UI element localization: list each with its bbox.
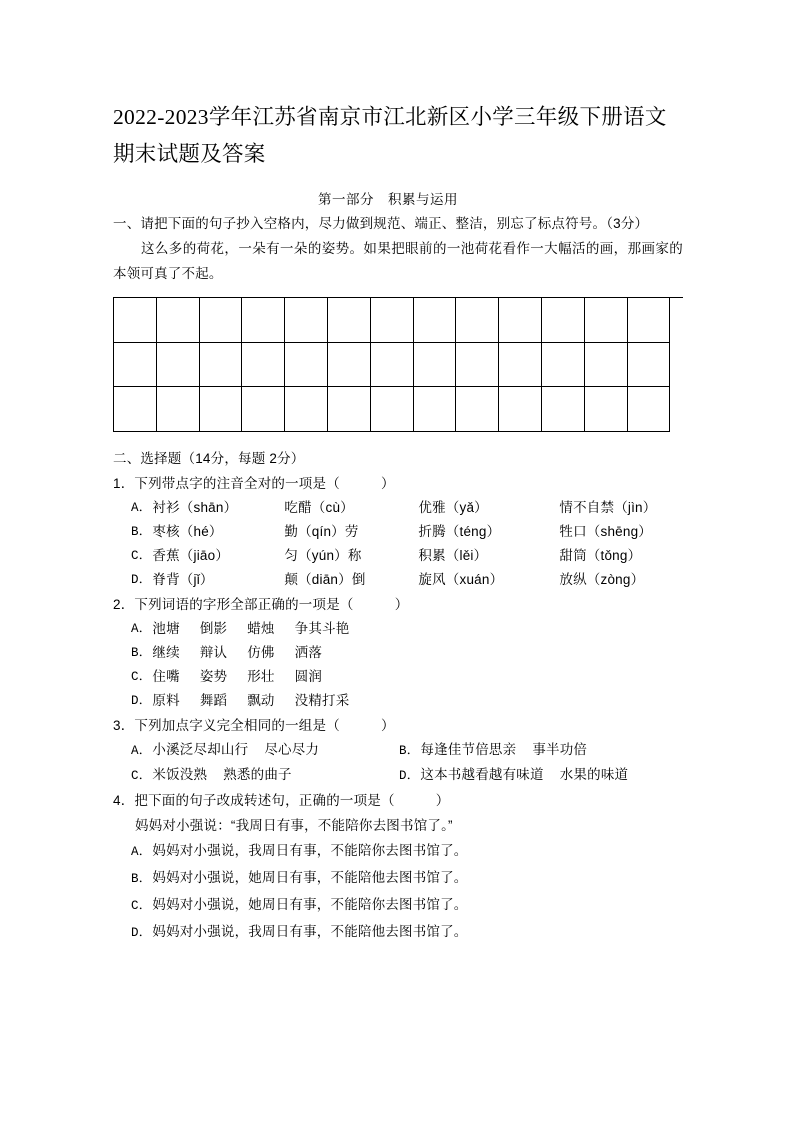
writing-grid-cell[interactable] [499,387,542,432]
option-label: A． [131,621,152,636]
option-cell: 甜筒（tǒng） [559,547,642,563]
option-cell: 脊背（jǐ） [152,571,214,587]
question-4-quote: 妈妈对小强说：“我周日有事，不能陪你去图书馆了。” [135,817,453,833]
writing-grid-cell[interactable] [285,387,328,432]
question-2-options [113,617,683,713]
option-word-list [152,641,342,665]
writing-grid-cell[interactable] [542,387,585,432]
option-word: 姿势 [199,668,228,684]
section-two-heading: 二、选择题（14分，每题 2分） [113,450,305,466]
part-heading: 第一部分 积累与运用 [318,192,458,207]
writing-grid-cell[interactable] [242,387,285,432]
writing-grid-row [114,298,683,343]
writing-grid-cell[interactable] [628,387,671,432]
option-row[interactable] [113,641,683,665]
option-word-list [152,617,369,641]
option-part-1: 小溪泛尽却山行 [152,741,249,757]
writing-grid-cell[interactable] [499,298,542,343]
question-1-options [113,496,683,592]
writing-grid-cell[interactable] [114,343,157,388]
option-part-1: 每逢佳节倍思亲 [420,741,517,757]
writing-grid-cell[interactable] [585,298,628,343]
writing-grid-cell[interactable] [328,387,371,432]
option-part-2: 熟悉的曲子 [223,766,292,782]
writing-grid-cell[interactable] [114,298,157,343]
option-right [399,738,679,763]
writing-grid-cell[interactable] [542,343,585,388]
question-2-stem: 2．下列词语的字形全部正确的一项是（ ） [113,596,409,612]
option-cell: 颠（diān）倒 [284,571,366,587]
writing-grid-cell[interactable] [414,343,457,388]
page-title: 2022-2023学年江苏省南京市江北新区小学三年级下册语文期末试题及答案 [113,105,667,166]
option-label: B． [131,871,152,886]
option-row[interactable] [113,665,683,689]
option-cell: 旋风（xuán） [418,571,504,587]
writing-grid-cell[interactable] [328,298,371,343]
option-word: 蜡烛 [247,620,275,636]
option-cell: 优雅（yǎ） [418,499,488,515]
document-body [113,0,683,946]
option-word: 池塘 [152,620,180,636]
writing-grid-row [114,387,683,432]
option-word: 飘动 [247,692,275,708]
option-row[interactable] [113,496,683,520]
option-label: C． [131,548,152,563]
writing-grid-cell[interactable] [414,387,457,432]
option-word: 辩认 [199,644,228,660]
option-row[interactable] [113,568,683,592]
option-word-list [152,665,342,689]
option-word: 住嘴 [152,668,180,684]
question-3-options [113,738,683,788]
option-row[interactable] [113,738,683,763]
option-row[interactable] [113,689,683,713]
writing-grid-cell[interactable] [328,343,371,388]
option-part-2: 水果的味道 [559,766,629,782]
option-part-2: 事半功倍 [532,741,588,757]
option-row[interactable] [113,544,683,568]
writing-grid-cell[interactable] [499,343,542,388]
writing-grid-cell[interactable] [114,387,157,432]
writing-grid-cell[interactable] [242,343,285,388]
writing-grid-cell[interactable] [628,343,671,388]
writing-grid-cell[interactable] [414,298,457,343]
option-label: B． [399,743,420,758]
option-cell: 勤（qín）劳 [284,523,359,539]
option-text: 妈妈对小强说，我周日有事，不能陪他去图书馆了。 [152,923,468,939]
section-one-passage: 这么多的荷花，一朵有一朵的姿势。如果把眼前的一池荷花看作一大幅活的画，那画家的本领可真了不起。 [113,241,683,281]
option-left [131,763,399,788]
option-label: B． [131,645,152,660]
writing-grid-cell[interactable] [371,298,414,343]
option-text: 妈妈对小强说，她周日有事，不能陪你去图书馆了。 [152,896,468,912]
writing-grid-cell[interactable] [456,387,499,432]
option-cell: 放纵（zòng） [559,571,645,587]
option-label: A． [131,500,152,515]
option-row[interactable] [113,617,683,641]
option-part-2: 尽心尽力 [264,741,320,757]
writing-grid-cell[interactable] [456,298,499,343]
writing-grid-cell[interactable] [200,387,243,432]
option-label: D． [399,768,420,783]
writing-grid-cell[interactable] [285,298,328,343]
option-word: 舞蹈 [199,692,228,708]
option-cell: 折腾（téng） [418,523,501,539]
question-4-options [113,838,683,946]
writing-grid-row [114,343,683,388]
option-word: 倒影 [199,620,228,636]
option-word-list [152,689,369,713]
option-cell: 衬衫（shān） [152,499,238,515]
option-word: 形壮 [247,668,275,684]
writing-grid-cell[interactable] [585,343,628,388]
option-word: 继续 [152,644,180,660]
writing-grid-cell[interactable] [200,298,243,343]
writing-grid-cell[interactable] [242,298,285,343]
option-cell: 情不自禁（jìn） [559,499,657,515]
writing-grid-cell[interactable] [200,343,243,388]
writing-grid-cell[interactable] [285,343,328,388]
section-one-heading: 一、请把下面的句子抄入空格内，尽力做到规范、端正、整洁，别忘了标点符号。（3分） [113,216,649,231]
option-label: D． [131,693,152,708]
writing-grid-cell[interactable] [542,298,585,343]
option-part-1: 米饭没熟 [152,766,208,782]
option-cell: 牲口（shēng） [559,523,652,539]
option-word: 争其斗艳 [294,620,350,636]
question-4-stem: 4．把下面的句子改成转述句，正确的一项是（ ） [113,792,450,808]
writing-grid-cell[interactable] [628,298,671,343]
writing-grid-cell[interactable] [371,343,414,388]
writing-grid-cell[interactable] [157,343,200,388]
option-text: 妈妈对小强说，我周日有事，不能陪你去图书馆了。 [152,842,468,858]
option-cell: 香蕉（jiāo） [152,547,230,563]
option-label: C． [131,669,152,684]
option-row[interactable] [113,865,683,892]
option-label: C． [131,768,152,783]
question-3-stem: 3．下列加点字义完全相同的一组是（ ） [113,717,395,733]
option-row[interactable] [113,838,683,865]
option-row[interactable] [113,919,683,946]
writing-grid-cell[interactable] [157,387,200,432]
option-part-1: 这本书越看越有味道 [420,766,544,782]
option-word: 没精打采 [294,692,350,708]
question-1-stem: 1．下列带点字的注音全对的一项是（ ） [113,475,395,491]
option-label: A． [131,844,152,859]
writing-grid-cell[interactable] [456,343,499,388]
option-cell: 匀（yún）称 [284,547,362,563]
option-word: 圆润 [294,668,323,684]
option-label: D． [131,925,152,940]
option-cell: 积累（lěi） [418,547,488,563]
option-row[interactable] [113,763,683,788]
option-left [131,738,399,763]
option-text: 妈妈对小强说，她周日有事，不能陪他去图书馆了。 [152,869,468,885]
option-right [399,763,679,788]
option-word: 原料 [152,692,180,708]
option-label: A． [131,743,152,758]
option-label: C． [131,898,152,913]
option-label: B． [131,524,152,539]
option-cell: 吃醋（cù） [284,499,354,515]
option-row[interactable] [113,892,683,919]
option-word: 仿佛 [247,644,275,660]
writing-grid-cell[interactable] [157,298,200,343]
option-word: 洒落 [294,644,323,660]
option-label: D． [131,572,152,587]
writing-grid-cell[interactable] [371,387,414,432]
option-cell: 枣核（hé） [152,523,223,539]
option-row[interactable] [113,520,683,544]
writing-grid-cell[interactable] [585,387,628,432]
writing-grid[interactable] [113,297,683,432]
